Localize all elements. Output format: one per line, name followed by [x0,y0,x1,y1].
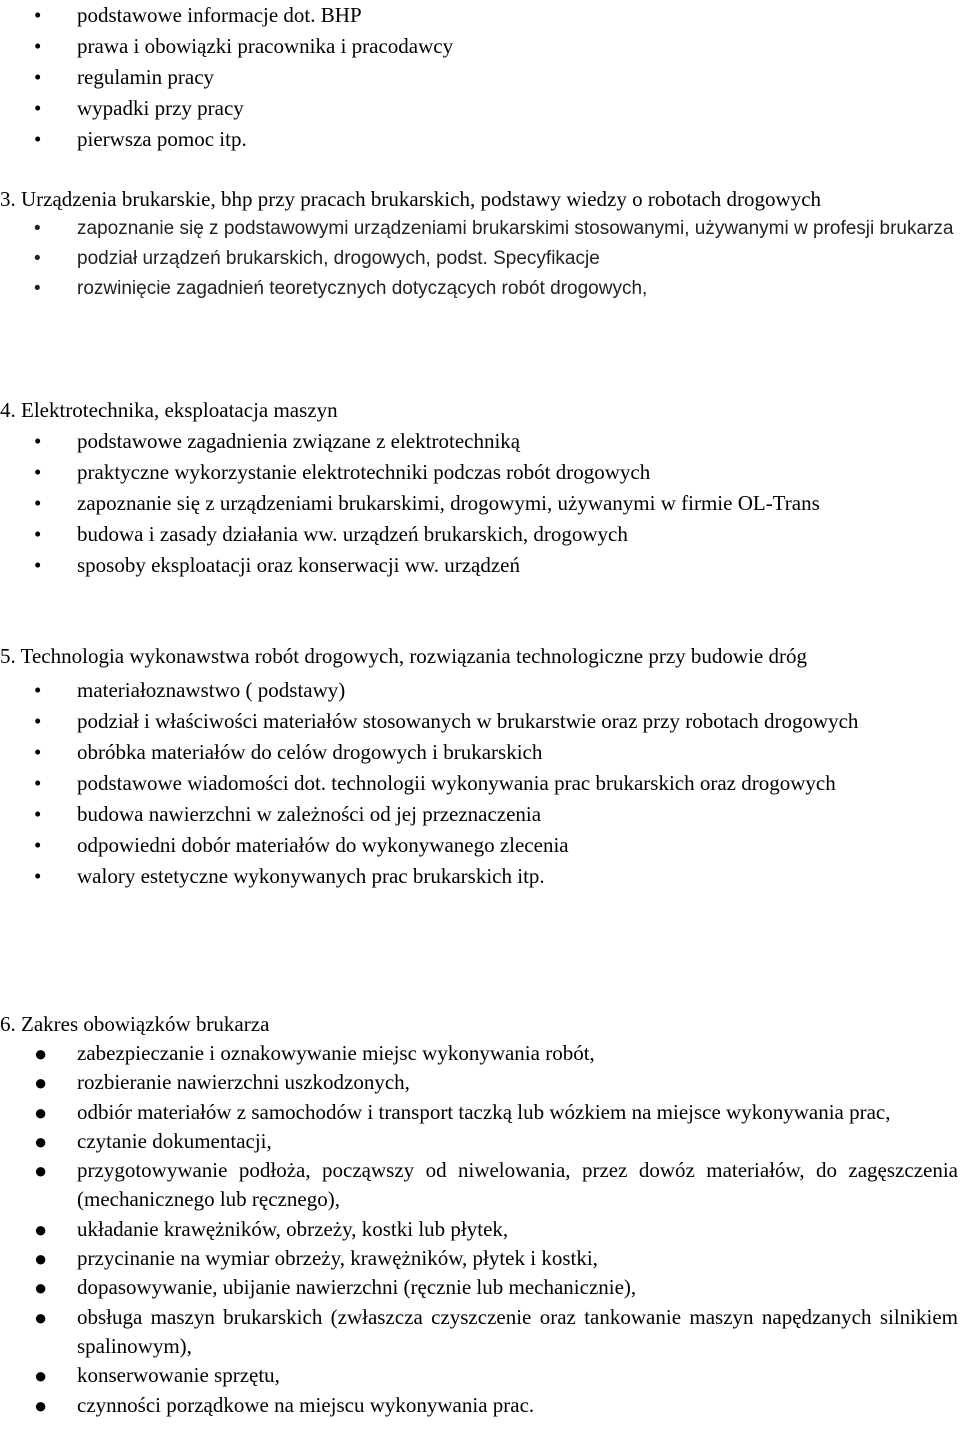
bullet-icon: • [34,678,42,702]
list-item-text: czytanie dokumentacji, [77,1128,272,1153]
section-6 [0,1010,960,1420]
bullet-icon: • [34,3,42,27]
list-item [0,244,960,274]
section-heading: 3. Urządzenia brukarskie, bhp przy pracach brukarskich, podstawy wiedzy o robotach drogowych [0,187,822,211]
list-item [0,830,960,861]
list-item [0,457,960,488]
list-item-text: przycinanie na wymiar obrzeży, krawężników, płytek i kostki, [77,1246,598,1271]
list-item-text: obróbka materiałów do celów drogowych i brukarskich [77,740,543,764]
list-item-text: odbiór materiałów z samochodów i transport taczką lub wózkiem na miejsce wykonywania prac, [77,1099,891,1124]
bullet-icon: • [34,65,42,89]
bullet-icon: ● [34,1392,48,1418]
bullet-icon: • [34,460,42,484]
list-item-text: pierwsza pomoc itp. [77,127,247,151]
bullet-icon: • [34,864,42,888]
section-heading: 5. Technologia wykonawstwa robót drogowych, rozwiązania technologiczne przy budowie dróg [0,644,807,668]
section-5 [0,642,960,892]
list-item-text: budowa i zasady działania ww. urządzeń brukarskich, drogowych [77,522,628,546]
bullet-icon: • [34,802,42,826]
bullet-icon: ● [34,1041,48,1066]
list-item [0,1273,960,1302]
list-item-text: układanie krawężników, obrzeży, kostki lub płytek, [77,1216,509,1241]
bullet-icon: • [34,429,42,453]
section-2-tail [0,0,960,155]
list-item [0,706,960,737]
bullet-icon: ● [34,1216,48,1242]
list-item [0,124,960,155]
section-3 [0,184,960,304]
list-item-text: podział i właściwości materiałów stosowanych w brukarstwie oraz przy robotach drogowych [77,709,859,733]
list-item-text: wypadki przy pracy [77,96,244,120]
list-item-text: czynności porządkowe na miejscu wykonywania prac. [77,1392,535,1417]
list-item [0,1244,960,1273]
list-item [0,0,960,31]
list-item [0,737,960,768]
list-item-text: podział urządzeń brukarskich, drogowych, podst. Specyfikacje [77,248,600,269]
bullet-list [0,0,960,155]
bullet-icon: ● [34,1070,48,1096]
list-item [0,799,960,830]
list-item [0,1303,960,1362]
bullet-icon: • [34,278,41,299]
list-item-text: praktyczne wykorzystanie elektrotechniki podczas robót drogowych [77,460,651,484]
bullet-icon: ● [34,1128,48,1154]
list-item [0,488,960,519]
bullet-icon: • [34,34,42,58]
bullet-icon: • [34,833,42,857]
bullet-icon: ● [34,1158,48,1184]
bullet-icon: ● [34,1363,48,1389]
bullet-icon: • [34,522,42,546]
section-4 [0,395,960,581]
list-item-text: rozwinięcie zagadnień teoretycznych dotyczących robót drogowych, [77,278,648,299]
list-item [0,519,960,550]
list-item-text: podstawowe informacje dot. BHP [77,3,362,27]
list-item-text: odpowiedni dobór materiałów do wykonywanego zlecenia [77,833,569,857]
list-item-text: dopasowywanie, ubijanie nawierzchni (ręcznie lub mechanicznie), [77,1275,637,1300]
section-heading: 6. Zakres obowiązków brukarza [0,1012,270,1036]
list-item [0,1127,960,1156]
bullet-list [0,426,960,581]
list-item-text: zapoznanie się z podstawowymi urządzeniami brukarskimi stosowanymi, używanymi w profesji brukarza [77,218,954,239]
list-item-text: zapoznanie się z urządzeniami brukarskimi, drogowymi, używanymi w firmie OL-Trans [77,491,820,515]
bullet-icon: ● [34,1275,48,1301]
bullet-icon: • [34,553,42,577]
bullet-icon: • [34,771,42,795]
bullet-icon: ● [34,1099,48,1125]
list-item-text: rozbieranie nawierzchni uszkodzonych, [77,1070,410,1095]
section-heading: 4. Elektrotechnika, eksploatacja maszyn [0,398,338,422]
list-item [0,1361,960,1390]
bullet-list [0,675,960,892]
list-item [0,1391,960,1420]
bullet-icon: ● [34,1304,48,1330]
list-item-text: podstawowe zagadnienia związane z elektrotechniką [77,429,521,453]
list-item [0,1156,960,1215]
list-item [0,31,960,62]
list-item-text: konserwowanie sprzętu, [77,1363,280,1388]
list-item [0,1068,960,1097]
bullet-icon: • [34,740,42,764]
list-item [0,93,960,124]
bullet-icon: • [34,248,41,269]
list-item [0,426,960,457]
list-item [0,550,960,581]
bullet-icon: • [34,709,42,733]
bullet-list [0,1039,960,1420]
list-item-text: przygotowywanie podłoża, począwszy od niwelowania, przez dowóz materiałów, do zagęszczenia (mechanicznego lub ręcznego), [77,1158,958,1212]
bullet-icon: • [34,127,42,151]
bullet-icon: • [34,96,42,120]
bullet-list [0,214,960,304]
list-item [0,861,960,892]
list-item [0,62,960,93]
list-item-text: materiałoznawstwo ( podstawy) [77,678,346,702]
list-item [0,1098,960,1127]
list-item [0,1215,960,1244]
list-item-text: sposoby eksploatacji oraz konserwacji ww. urządzeń [77,553,520,577]
list-item-text: walory estetyczne wykonywanych prac brukarskich itp. [77,864,545,888]
bullet-icon: ● [34,1246,48,1272]
list-item-text: zabezpieczanie i oznakowywanie miejsc wykonywania robót, [77,1041,595,1065]
list-item [0,214,960,244]
bullet-icon: • [34,218,41,239]
list-item-text: budowa nawierzchni w zależności od jej przeznaczenia [77,802,542,826]
list-item-text: podstawowe wiadomości dot. technologii wykonywania prac brukarskich oraz drogowych [77,771,836,795]
bullet-icon: • [34,491,42,515]
list-item-text: prawa i obowiązki pracownika i pracodawcy [77,34,454,58]
list-item [0,768,960,799]
list-item-text: regulamin pracy [77,65,215,89]
list-item-text: obsługa maszyn brukarskich (zwłaszcza czyszczenie oraz tankowanie maszyn napędzanych silnikiem spalinowym), [77,1304,958,1358]
list-item [0,675,960,706]
list-item [0,274,960,304]
list-item [0,1039,960,1068]
